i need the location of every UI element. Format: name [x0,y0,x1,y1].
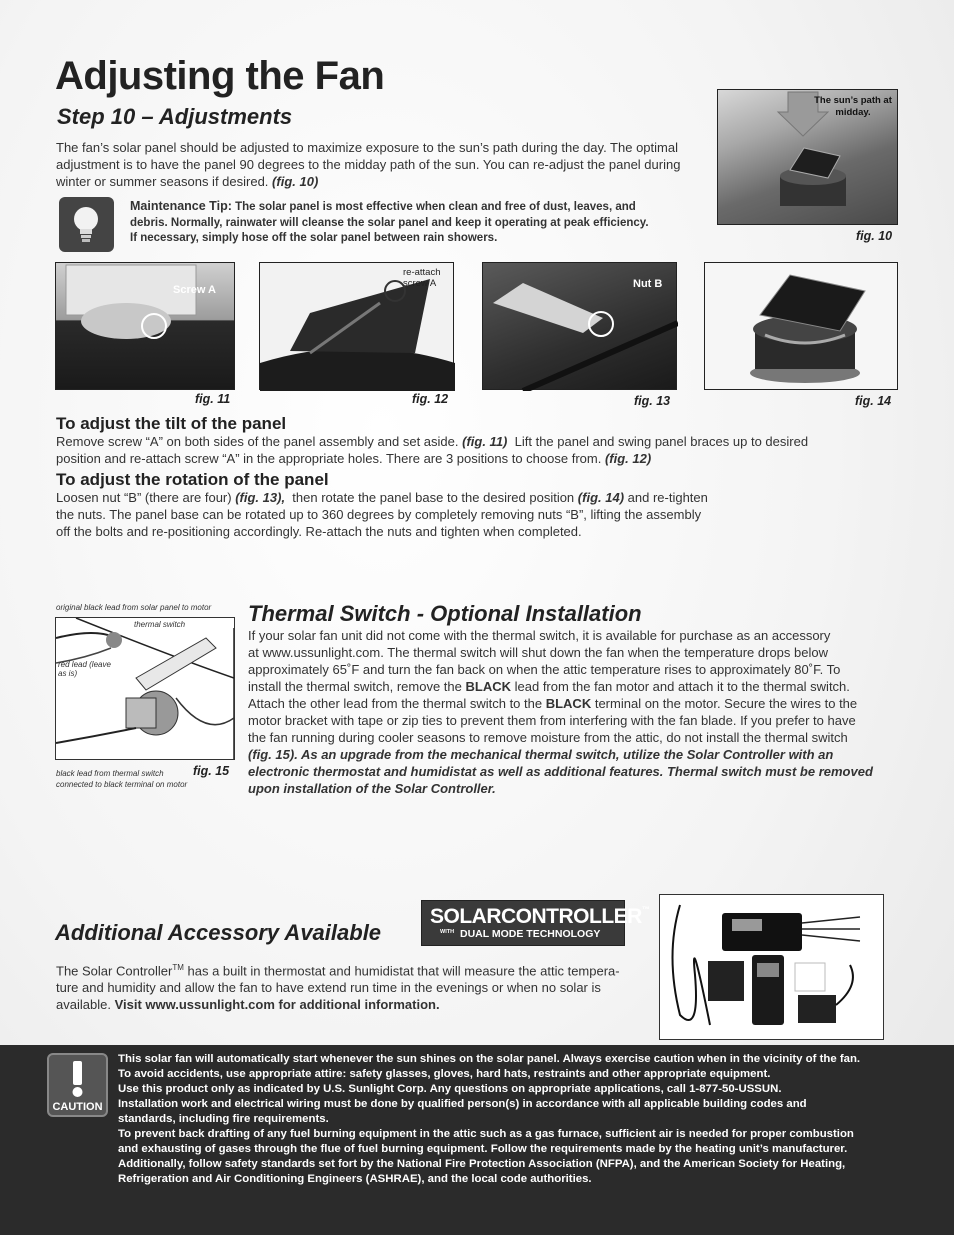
fig-11-photo [55,262,235,390]
fig-13-tag: Nut B [633,278,663,290]
tip-line-1: The solar panel is most effective when clean and free of dust, leaves, and [235,201,636,213]
rotation-ref-1: (fig. 13), [235,490,286,505]
accessory-tm: TM [172,963,184,972]
tilt-ref-1: (fig. 11) [462,434,508,449]
intro-fig-ref: (fig. 10) [272,174,319,189]
thermal-line-4b: BLACK [465,679,511,694]
thermal-line-9: electronic thermostat and humidistat as well as additional features. Thermal switch must be removed [248,764,873,779]
thermal-line-5a: Attach the other lead from the thermal switch to the [248,696,543,711]
thermal-line-7: the fan running during cooler seasons to remove moisture from the attic, do not install the thermal switch [248,730,848,745]
thermal-line-3: approximately 65˚F and turn the fan back on when the attic temperature rises to approximately 80˚F. To [248,662,841,677]
accessory-line-3a: available. [56,997,111,1013]
fig-12-label: fig. 12 [412,392,449,406]
tilt-text-2: Lift the panel and swing panel braces up to desired [514,434,809,449]
caution-icon-label: CAUTION [52,1101,103,1113]
rotation-text-4: the nuts. The panel base can be rotated up to 360 degrees by completely removing nuts “B”, lifting the assembly [56,507,702,522]
fig-10-caption: The sun’s path at midday. [814,95,892,118]
caution-line: Installation work and electrical wiring must be done by qualified person(s) in accordance with all applicable building codes and [118,1098,807,1110]
logo-main-1: SOLAR [430,905,501,928]
intro-paragraph [56,139,688,190]
tilt-text-3: position and re-attach screw “A” in the appropriate holes. There are 3 positions to choose from. [56,451,602,466]
page-title: Adjusting the Fan [55,54,385,98]
accessory-line-2: ture and humidity and allow the fan to have extend run time in the evenings or when no solar is [56,980,601,996]
thermal-line-5c: terminal on the motor. Secure the wires to the [594,696,858,711]
caution-line: To prevent back drafting of any fuel burning equipment in the attic such as a gas furnace, sufficient air is needed for proper combustion [118,1128,854,1140]
tilt-heading: To adjust the tilt of the panel [56,414,287,433]
fig-12-tag: re-attach screw A [403,267,441,289]
accessory-line-1b: has a built in thermostat and humidistat that will measure the attic tempera- [187,963,620,979]
fig-15-annot-red: red lead (leave as is) [58,660,111,678]
tip-label: Maintenance Tip: [130,199,232,213]
tilt-ref-2: (fig. 12) [604,451,652,466]
caution-line: standards, including fire requirements. [118,1113,329,1125]
lightbulb-icon [59,197,114,252]
caution-line: To avoid accidents, use appropriate attire: safety glasses, gloves, hard hats, restraints and other appropriate equipment. [118,1068,771,1080]
tilt-paragraph [56,433,896,467]
solar-controller-logo [421,900,650,946]
thermal-line-5b: BLACK [545,696,592,711]
fig-15-annot-switch: thermal switch [134,620,186,629]
fig-15-label: fig. 15 [193,764,230,778]
thermal-line-6: motor bracket with tape or zip ties to prevent them from interfering with the fan blade. If you prefer to have [248,713,856,728]
fig-10-photo [717,89,898,225]
fig-13-label: fig. 13 [634,394,671,408]
rotation-text-5: off the bolts and re-positioning accordingly. Re-attach the nuts and tighten when completed. [56,524,582,539]
thermal-title: Thermal Switch - Optional Installation [248,601,642,626]
accessory-paragraph [56,959,646,1013]
tilt-text-1: Remove screw “A” on both sides of the panel assembly and set aside. [56,434,459,449]
fig-14-label: fig. 14 [855,394,892,408]
accessory-line-1a: The Solar Controller [56,963,173,979]
accessory-line-3b: Visit www.ussunlight.com for additional information. [114,997,440,1013]
intro-text: The fan’s solar panel should be adjusted to maximize exposure to the sun’s path during the day. The optimal adjustment is to have the panel 90 degrees to the midday path of the sun. You can re-adjust the panel during winter or summer seasons if desired. [56,140,681,189]
thermal-paragraph [248,627,918,797]
rotation-text-3: and re-tighten [627,490,708,505]
solar-controller-photo [659,894,884,1040]
logo-main-2: CONTROLLER [501,905,642,928]
thermal-line-1: If your solar fan unit did not come with the thermal switch, it is available for purchase as an accessory [248,628,831,643]
rotation-text-2: then rotate the panel base to the desired position [292,490,575,505]
tip-line-2: debris. Normally, rainwater will cleanse the solar panel and keep it operating at peak efficiency. [130,216,649,229]
caution-line: Refrigeration and Air Conditioning Engineers (ASHRAE), and the local code authorities. [118,1173,592,1185]
fig-13-photo [482,262,677,390]
caution-line: Use this product only as indicated by U.S. Sunlight Corp. Any questions on appropriate applications, call 1-877-50-USSUN. [118,1083,782,1095]
caution-text [118,1052,918,1187]
thermal-line-2: at www.ussunlight.com. The thermal switch will shut down the fan when the temperature drops below [248,645,828,660]
accessory-title: Additional Accessory Available [55,920,382,945]
fig-11-tag: Screw A [173,284,217,296]
caution-line: This solar fan will automatically start whenever the sun shines on the solar panel. Always exercise caution when in the vicinity of the fan. [118,1053,861,1065]
thermal-line-4c: lead from the fan motor and attach it to the thermal switch. [514,679,850,694]
logo-tm: ™ [641,905,650,914]
rotation-text-1: Loosen nut “B” (there are four) [56,490,232,505]
caution-line: Additionally, follow safety standards set fort by the National Fire Protection Association (NFPA), and the American Society for Heating, [118,1158,846,1170]
step-title: Step 10 – Adjustments [57,104,293,129]
fig-11-label: fig. 11 [195,392,231,406]
maintenance-tip [130,199,690,247]
fig-15-diagram [55,617,235,760]
thermal-line-10: upon installation of the Solar Controller. [248,781,496,796]
rotation-heading: To adjust the rotation of the panel [56,470,329,489]
thermal-line-8: (fig. 15). As an upgrade from the mechanical thermal switch, utilize the Solar Controller with an [248,747,834,762]
caution-icon [47,1053,108,1117]
fig-12-photo [259,262,454,390]
fig-14-photo [704,262,898,390]
fig-10-label: fig. 10 [856,229,893,243]
tip-line-3: If necessary, simply hose off the solar panel between rain showers. [130,232,498,244]
fig-15-annot-black-2: connected to black terminal on motor [56,780,188,789]
rotation-paragraph [56,489,756,540]
caution-line: and exhausting of gases through the flue of fuel burning equipment. Follow the requirements made by the heating unit’s manufacturer. [118,1143,848,1155]
rotation-ref-2: (fig. 14) [577,490,625,505]
fig-15-annot-top: original black lead from solar panel to motor [56,603,212,612]
logo-with: WITH [440,929,455,935]
thermal-line-4a: install the thermal switch, remove the [248,679,462,694]
logo-sub: DUAL MODE TECHNOLOGY [460,928,601,940]
fig-15-annot-black-1: black lead from thermal switch [56,769,164,778]
